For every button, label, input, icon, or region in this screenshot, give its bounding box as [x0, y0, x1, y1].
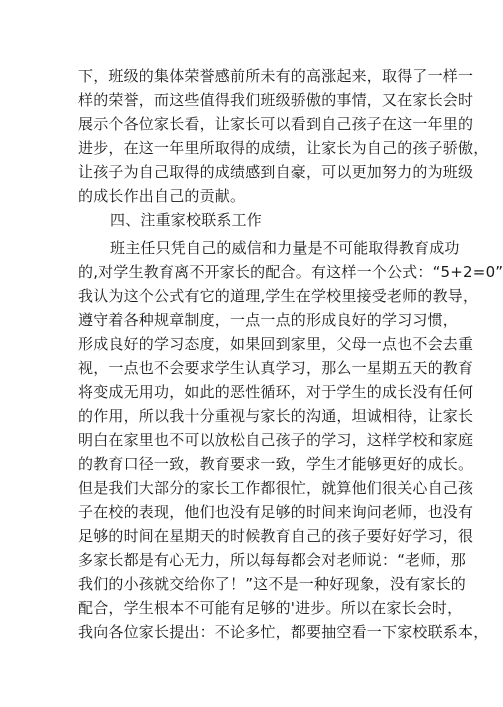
paragraph-2-line: 我向各位家长提出：不论多忙，都要抽空看一下家校联系本，: [78, 623, 489, 641]
paragraph-1-line: 进步，在这一年里所取得的成绩，让家长为自己的孩子骄傲，: [78, 139, 489, 157]
paragraph-2-line: 子在校的表现，他们也没有足够的时间来询问老师，也没有: [78, 503, 474, 521]
paragraph-2-line: 视，一点也不会要求学生认真学习，那么一星期五天的教育: [78, 359, 474, 377]
paragraph-2-line: 的作用，所以我十分重视与家长的沟通，坦诚相待，让家长: [78, 407, 474, 425]
paragraph-1-line: 让孩子为自己取得的成绩感到自豪，可以更加努力的为班级: [78, 163, 474, 181]
paragraph-1-line: 的成长作出自己的贡献。: [78, 187, 246, 205]
paragraph-1-line: 展示个各位家长看，让家长可以看到自己孩子在这一年里的: [78, 115, 474, 133]
paragraph-2-line: 但是我们大部分的家长工作都很忙，就算他们很关心自己孩: [78, 479, 474, 497]
paragraph-2-line: 我们的小孩就交给你了！”这不是一种好现象，没有家长的: [78, 575, 466, 593]
section-heading: 四、注重家校联系工作: [110, 211, 263, 229]
paragraph-2-line: 班主任只凭自己的威信和力量是不可能取得教育成功: [110, 239, 460, 257]
paragraph-2-line: 配合，学生根本不可能有足够的'进步。所以在家长会时，: [78, 599, 463, 617]
paragraph-2-line: 我认为这个公式有它的道理,学生在学校里接受老师的教导，: [78, 287, 479, 305]
paragraph-2-line: 明白在家里也不可以放松自己孩子的学习，这样学校和家庭: [78, 431, 474, 449]
paragraph-1-line: 样的荣誉，而这些值得我们班级骄傲的事情，又在家长会时: [78, 91, 474, 109]
paragraph-2-line: 将变成无用功，如此的恶性循环，对于学生的成长没有任何: [78, 383, 474, 401]
paragraph-2-line: 的,对学生教育离不开家长的配合。有这样一个公式：“5+2=0”: [78, 263, 503, 281]
paragraph-2-line: 遵守着各种规章制度，一点一点的形成良好的学习习惯，: [78, 311, 459, 329]
paragraph-2-line: 的教育口径一致，教育要求一致，学生才能够更好的成长。: [78, 455, 474, 473]
paragraph-1-line: 下，班级的集体荣誉感前所未有的高涨起来，取得了一样一: [78, 67, 474, 85]
paragraph-2-line: 形成良好的学习态度，如果回到家里，父母一点也不会去重: [78, 335, 474, 353]
paragraph-2-line: 足够的时间在星期天的时候教育自己的孩子要好好学习，很: [78, 527, 474, 545]
paragraph-2-line: 多家长都是有心无力，所以每每都会对老师说：“老师，那: [78, 551, 466, 569]
